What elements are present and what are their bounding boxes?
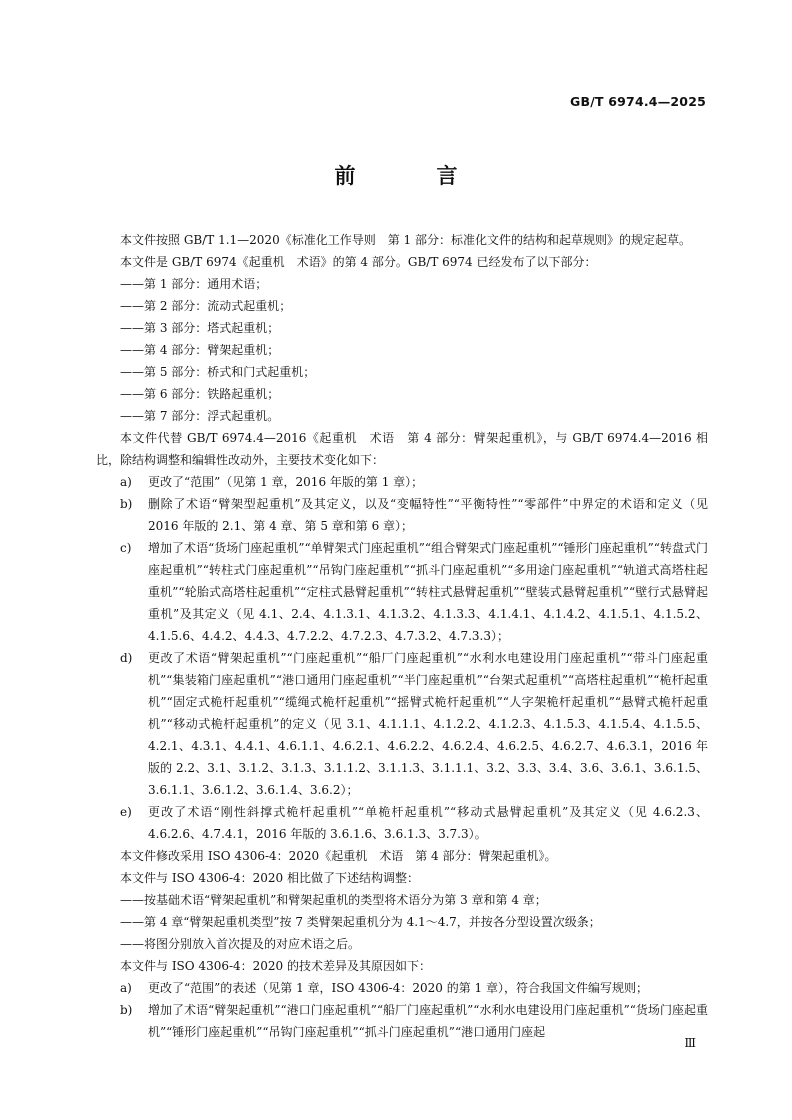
list-item: ——第 5 部分：桥式和门式起重机；	[120, 365, 316, 379]
list-item	[96, 493, 708, 537]
item-text: 更改了术语“臂架起重机”“门座起重机”“船厂门座起重机”“水利水电建设用门座起重机”“带斗门座起重机”“集装箱门座起重机”“港口通用门座起重机”“半门座起重机”“台架式起重机”“高塔柱起重机”“桅杆起重机”“固定式桅杆起重机”“缆绳式桅杆起重机”“摇臂式桅杆起重机”“人字架桅杆起重机”“悬臂式桅杆起重机”“移动式桅杆起重机”的定义（见 3.1、4.1.1.1、4.1.2.2、4.1.2.3、4.1.5.3、4.1.5.4、4.1.5.5、4.2.1、4.3.1、4.4.1、4.6.1.1、4.6.2.1、4.6.2.2、4.6.2.4、4.6.2.5、4.6.2.7、4.6.3.1，2016 年版的 2.2、3.1、3.1.2、3.1.3、3.1.1.2、3.1.1.3、3.1.1.1、3.2、3.3、3.4、3.6、3.6.1、3.6.1.5、3.6.1.1、3.6.1.2、3.6.1.4、3.6.2）；	[148, 651, 708, 797]
item-label: e)	[120, 805, 132, 819]
structural-list	[96, 889, 708, 955]
paragraph-replacement: 本文件代替 GB/T 6974.4—2016《起重机 术语 第 4 部分：臂架起重机》，与 GB/T 6974.4—2016 相比，除结构调整和编辑性改动外，主要技术变化如下：	[96, 431, 708, 467]
page-title: 前 言	[334, 164, 488, 188]
list-item	[96, 647, 708, 801]
item-text: 更改了术语“刚性斜撑式桅杆起重机”“单桅杆起重机”“移动式悬臂起重机”及其定义（见 4.6.2.3、4.6.2.6、4.7.4.1，2016 年版的 3.6.1.6、3.6.1.3、3.7.3）。	[148, 805, 708, 841]
standard-number: GB/T 6974.4—2025	[570, 94, 706, 109]
list-item: ——第 7 部分：浮式起重机。	[120, 409, 280, 423]
changes-list	[96, 471, 708, 845]
item-text: 增加了术语“货场门座起重机”“单臂架式门座起重机”“组合臂架式门座起重机”“锤形门座起重机”“转盘式门座起重机”“转柱式门座起重机”“吊钩门座起重机”“抓斗门座起重机”“多用途门座起重机”“轨道式高塔柱起重机”“轮胎式高塔柱起重机”“定柱式悬臂起重机”“转柱式悬臂起重机”“壁装式悬臂起重机”“壁行式悬臂起重机”及其定义（见 4.1、2.4、4.1.3.1、4.1.3.2、4.1.3.3、4.1.4.1、4.1.4.2、4.1.5.1、4.1.5.2、4.1.5.6、4.4.2、4.4.3、4.7.2.2、4.7.2.3、4.7.3.2、4.7.3.3）；	[148, 541, 708, 643]
item-text: 增加了术语“臂架起重机”“港口门座起重机”“船厂门座起重机”“水利水电建设用门座起重机”“货场门座起重机”“锤形门座起重机”“吊钩门座起重机”“抓斗门座起重机”“港口通用门座起	[148, 1003, 708, 1039]
paragraph-structural-intro: 本文件与 ISO 4306-4：2020 相比做了下述结构调整：	[120, 871, 420, 885]
list-item	[96, 801, 708, 845]
list-item	[96, 977, 708, 999]
list-item	[96, 999, 708, 1043]
item-label: b)	[120, 1003, 133, 1017]
list-item: ——第 4 部分：臂架起重机；	[120, 343, 280, 357]
item-label: b)	[120, 497, 133, 511]
item-label: a)	[120, 475, 132, 489]
list-item: ——按基础术语“臂架起重机”和臂架起重机的类型将术语分为第 3 章和第 4 章；	[120, 893, 547, 907]
item-label: d)	[120, 651, 133, 665]
item-text: 更改了“范围”（见第 1 章，2016 年版的第 1 章）；	[148, 475, 424, 489]
paragraph-drafting-basis: 本文件按照 GB/T 1.1—2020《标准化工作导则 第 1 部分：标准化文件的结构和起草规则》的规定起草。	[120, 233, 691, 247]
paragraph-tech-diff-intro: 本文件与 ISO 4306-4：2020 的技术差异及其原因如下：	[120, 959, 432, 973]
item-label: a)	[120, 981, 132, 995]
foreword-body	[96, 229, 708, 1043]
page-number: Ⅲ	[684, 1036, 696, 1050]
item-label: c)	[120, 541, 132, 555]
parts-list	[96, 273, 708, 427]
paragraph-series-intro: 本文件是 GB/T 6974《起重机 术语》的第 4 部分。GB/T 6974 已经发布了以下部分：	[120, 255, 597, 269]
list-item	[96, 537, 708, 647]
list-item: ——第 2 部分：流动式起重机；	[120, 299, 292, 313]
list-item: ——第 1 部分：通用术语；	[120, 277, 268, 291]
list-item	[96, 471, 708, 493]
paragraph-adoption: 本文件修改采用 ISO 4306-4：2020《起重机 术语 第 4 部分：臂架起重机》。	[120, 849, 557, 863]
list-item: ——第 3 部分：塔式起重机；	[120, 321, 280, 335]
list-item: ——第 4 章“臂架起重机类型”按 7 类臂架起重机分为 4.1～4.7，并按各分型设置次级条；	[120, 915, 601, 929]
tech-diff-list	[96, 977, 708, 1043]
list-item: ——将图分别放入首次提及的对应术语之后。	[120, 937, 361, 951]
item-text: 更改了“范围”的表述（见第 1 章，ISO 4306-4：2020 的第 1 章），符合我国文件编写规则；	[148, 981, 648, 995]
item-text: 删除了术语“臂架型起重机”及其定义，以及“变幅特性”“平衡特性”“零部件”中界定的术语和定义（见 2016 年版的 2.1、第 4 章、第 5 章和第 6 章）；	[148, 497, 708, 533]
list-item: ——第 6 部分：铁路起重机；	[120, 387, 280, 401]
